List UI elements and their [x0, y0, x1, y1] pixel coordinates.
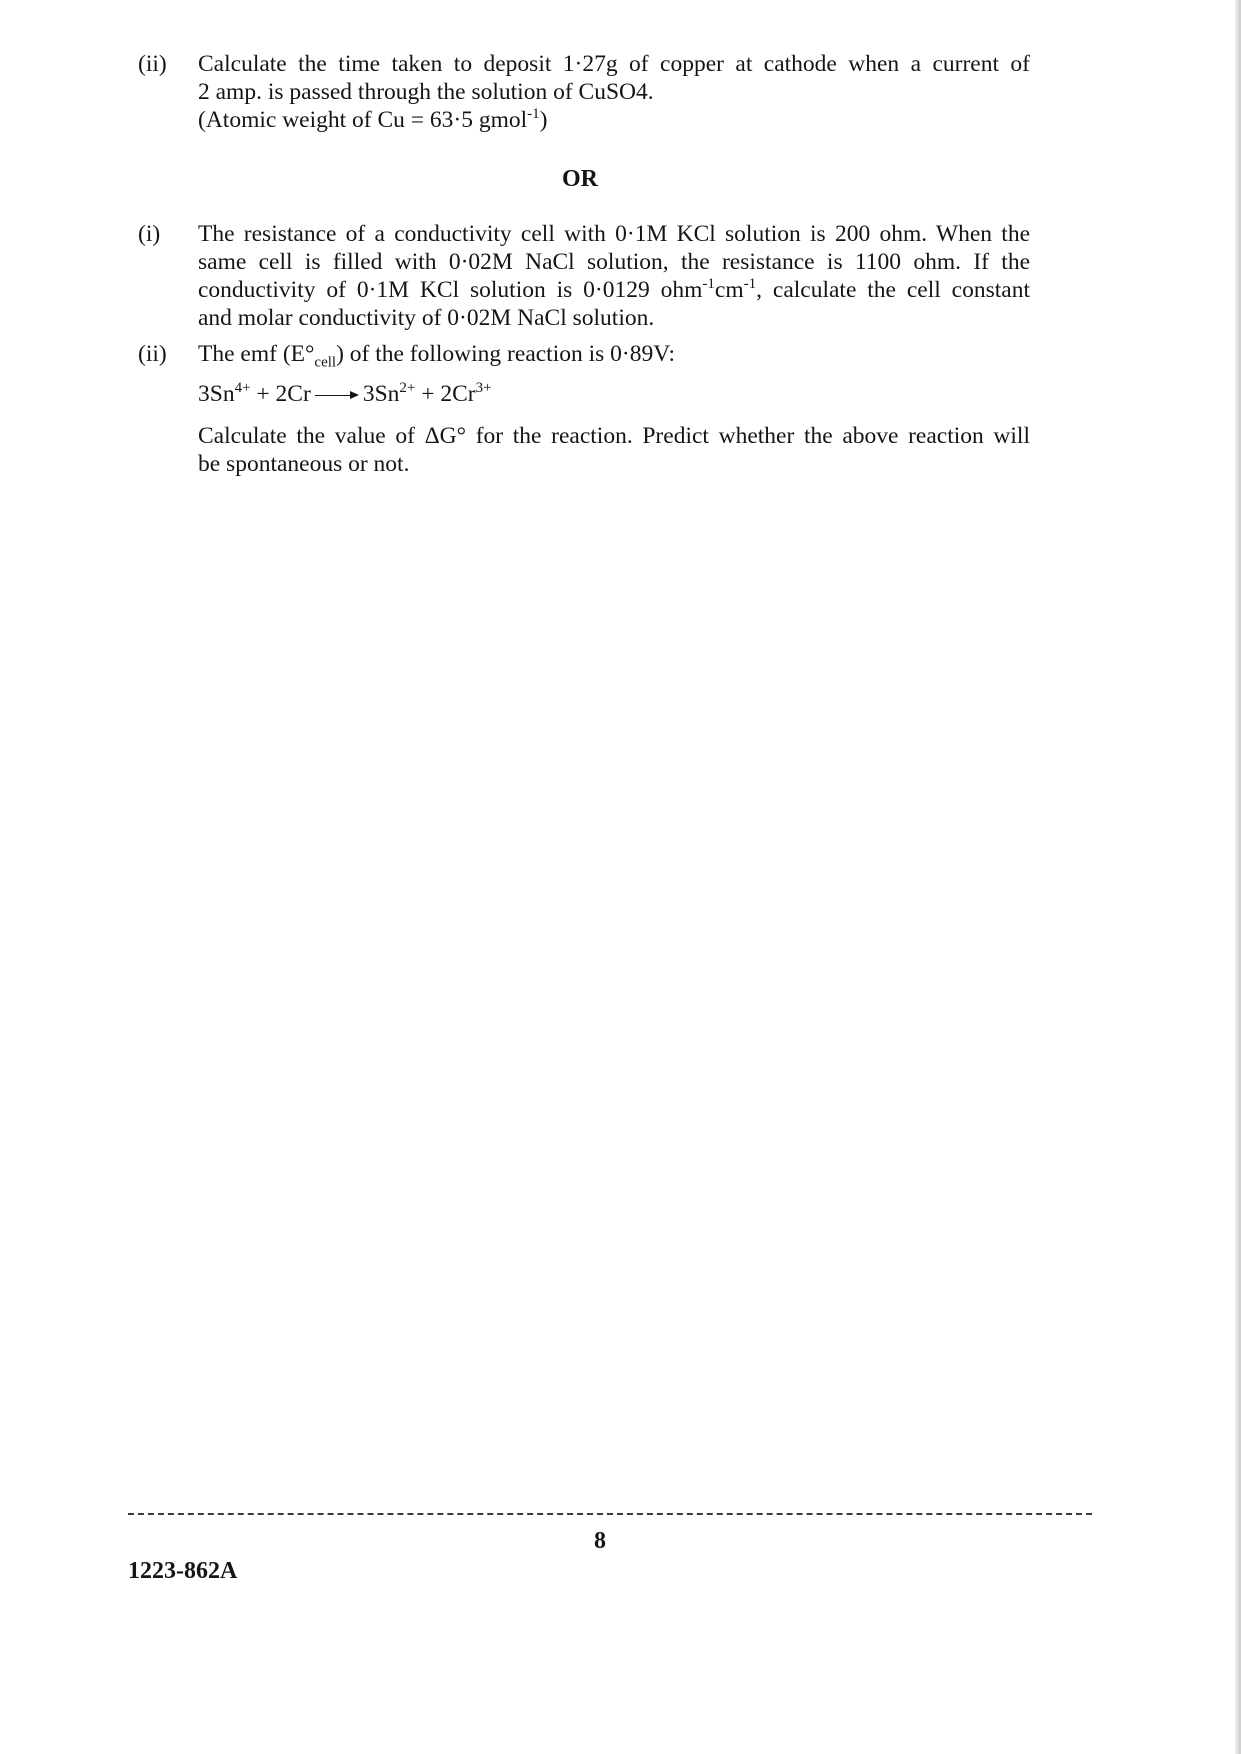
question-line: The resistance of a conductivity cell with 0·1M KCl solution is 200 ohm. When the: [198, 221, 1030, 247]
footer-dashed-rule: [128, 1513, 1092, 1515]
superscript: -1: [743, 276, 757, 293]
question-line: same cell is filled with 0·02M NaCl solution, the resistance is 1100 ohm. If the: [198, 249, 1030, 275]
text-run: 3Sn: [362, 381, 400, 407]
question-ii-copper: [130, 50, 1030, 134]
subscript: cell: [314, 354, 337, 371]
paper-code: 1223-862A: [128, 1558, 238, 1584]
superscript: 2+: [399, 380, 416, 397]
page-number: 8: [594, 1528, 606, 1554]
question-line: Calculate the value of ΔG° for the reaction. Predict whether the above reaction will: [198, 423, 1030, 449]
scan-edge-shadow: [1235, 0, 1241, 1754]
question-line: and molar conductivity of 0·02M NaCl solution.: [198, 305, 655, 331]
question-line: [198, 106, 1030, 134]
or-separator: OR: [562, 166, 598, 192]
text-run: (Atomic weight of Cu = 63·5 gmol: [198, 107, 528, 133]
question-line: [198, 340, 1030, 371]
superscript: 4+: [234, 380, 251, 397]
question-line: Calculate the time taken to deposit 1·27g of copper at cathode when a current of: [198, 51, 1030, 77]
question-line: 2 amp. is passed through the solution of CuSO4.: [198, 79, 654, 105]
text-run: conductivity of 0·1M KCl solution is 0·0129 ohm: [198, 277, 703, 303]
text-run: , calculate the cell constant: [756, 277, 1030, 303]
text-run: + 2Cr: [250, 381, 311, 407]
question-line: [198, 276, 1030, 304]
text-run: 3Sn: [198, 381, 235, 407]
reaction-arrow-icon: [315, 391, 359, 401]
question-line: be spontaneous or not.: [198, 451, 410, 477]
chemical-equation: [198, 380, 1030, 408]
superscript: -1: [527, 106, 540, 123]
question-body: [198, 220, 1030, 332]
question-ii-emf: [130, 340, 1030, 478]
superscript: -1: [702, 276, 715, 293]
question-number: (i): [138, 221, 161, 247]
superscript: 3+: [475, 380, 492, 397]
question-number: (ii): [138, 51, 167, 77]
text-run: + 2Cr: [415, 381, 476, 407]
question-number: (ii): [138, 341, 167, 367]
question-i-conductivity: [130, 220, 1030, 332]
question-body: [198, 50, 1030, 134]
question-body: [198, 340, 1030, 478]
text-run: ): [539, 107, 548, 133]
text-run: The emf (E°: [198, 341, 315, 367]
text-run: ) of the following reaction is 0·89V:: [336, 341, 675, 367]
text-run: cm: [714, 277, 744, 303]
